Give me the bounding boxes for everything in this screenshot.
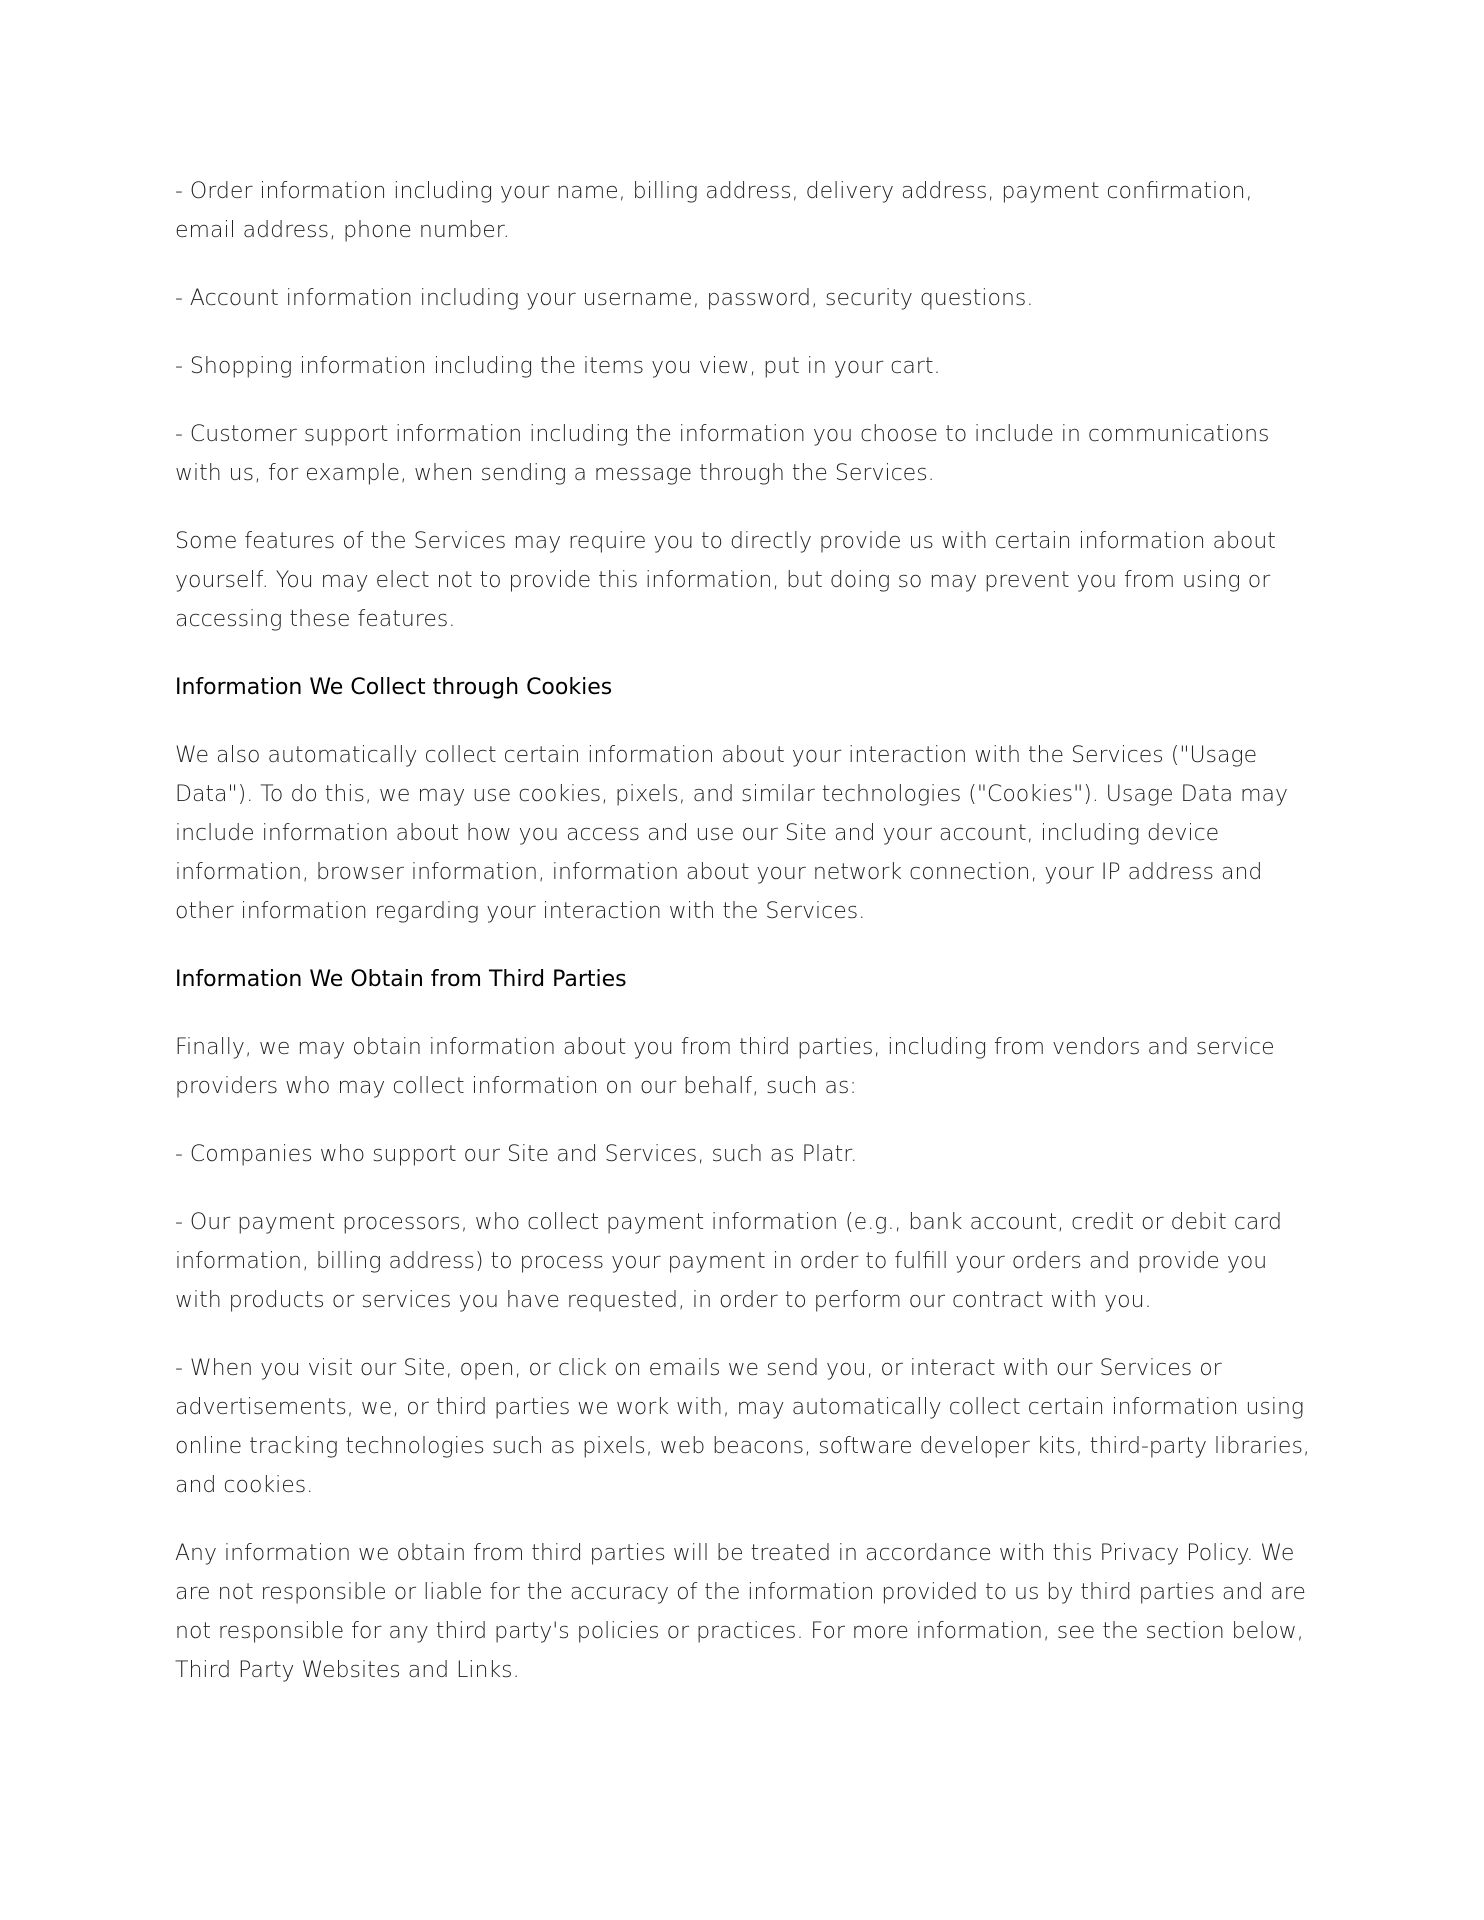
third-party-responsibility-paragraph: Any information we obtain from third parties will be treated in accordance with this Privacy Policy. We are not responsible or liable for the accuracy of the information provided to us by third parties and are not responsible for any third party's policies or practices. For more information, see the section below, Third Party Websites and Links. — [175, 1541, 1306, 1683]
shopping-information-item: - Shopping information including the items you view, put in your cart. — [175, 354, 941, 379]
features-paragraph: Some features of the Services may require you to directly provide us with certain information about yourself. You may elect not to provide this information, but doing so may prevent you from using or accessing these features. — [175, 529, 1276, 632]
third-parties-section-heading: Information We Obtain from Third Parties — [175, 967, 627, 992]
account-information-item: - Account information including your username, password, security questions. — [175, 286, 1034, 311]
order-information-item: - Order information including your name, billing address, delivery address, payment confirmation, email address, phone number. — [175, 179, 1253, 243]
cookies-section-heading: Information We Collect through Cookies — [175, 675, 613, 700]
tracking-technologies-item: - When you visit our Site, open, or click on emails we send you, or interact with our Services or advertisements, we, or third parties we work with, may automatically collect certain information using online tracking technologies such as pixels, web beacons, software developer kits, third-party libraries, and cookies. — [175, 1356, 1310, 1498]
third-parties-intro-paragraph: Finally, we may obtain information about you from third parties, including from vendors and service providers who may collect information on our behalf, such as: — [175, 1035, 1275, 1099]
customer-support-information-item: - Customer support information including the information you choose to include in communications with us, for example, when sending a message through the Services. — [175, 422, 1270, 486]
usage-data-paragraph: We also automatically collect certain information about your interaction with the Services ("Usage Data"). To do this, we may use cookies, pixels, and similar technologies ("Cookies"). Usage Data may include information about how you access and use our Site and your account, including device information, browser information, information about your network connection, your IP address and other information regarding your interaction with the Services. — [175, 743, 1289, 924]
companies-support-item: - Companies who support our Site and Services, such as Platr. — [175, 1142, 858, 1167]
document-page — [175, 172, 1315, 1719]
payment-processors-item: - Our payment processors, who collect payment information (e.g., bank account, credit or debit card information, billing address) to process your payment in order to fulfill your orders and provide you with products or services you have requested, in order to perform our contract with you. — [175, 1210, 1282, 1313]
